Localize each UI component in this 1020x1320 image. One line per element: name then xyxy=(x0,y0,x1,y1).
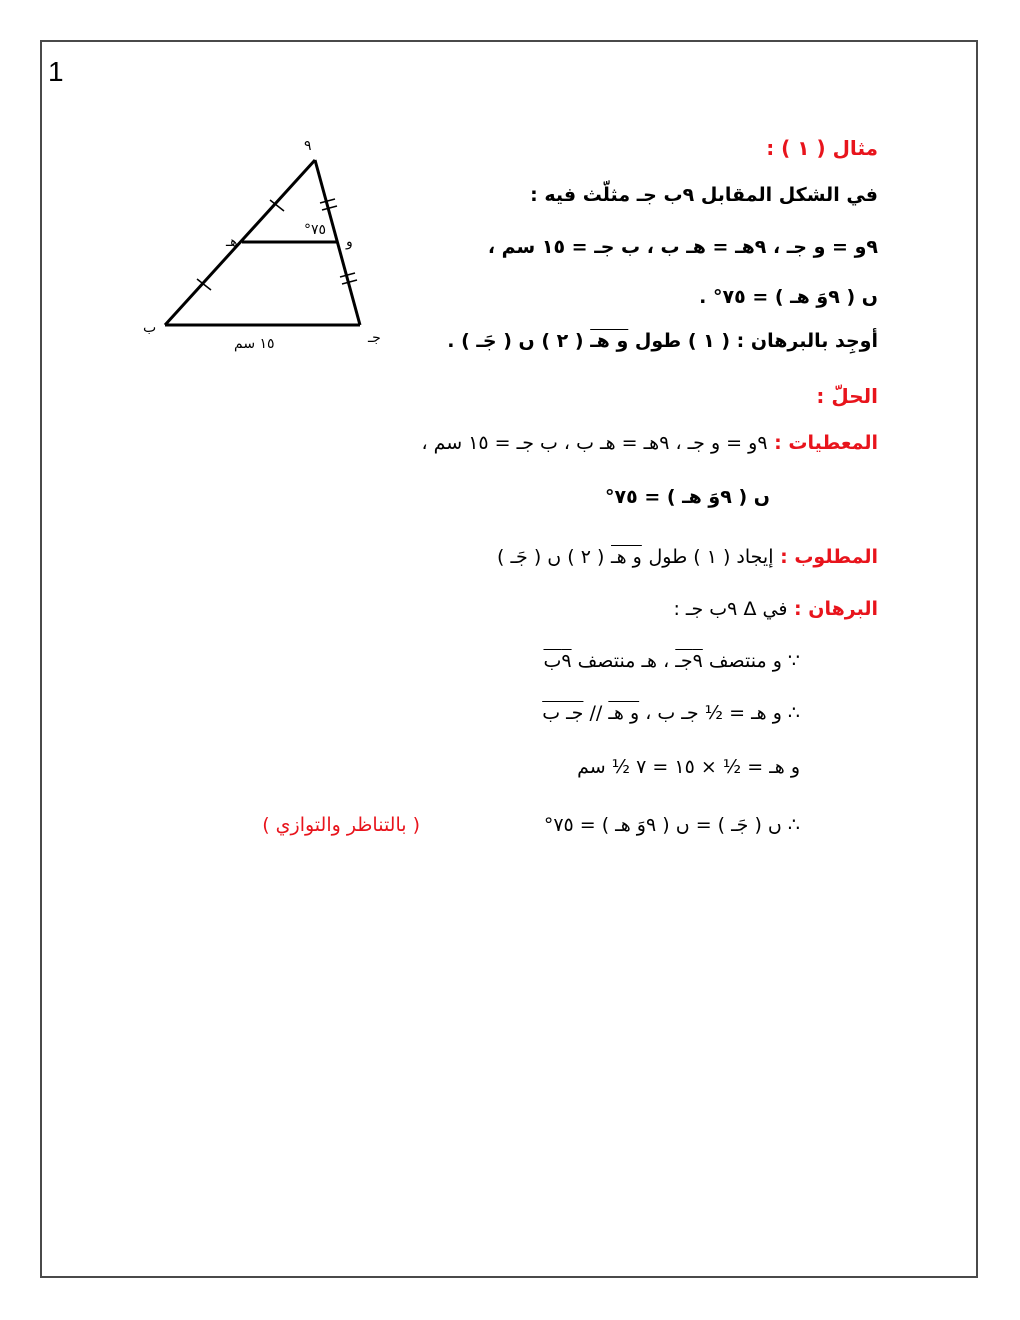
step2-parallel: // xyxy=(589,702,603,724)
problem-line-1: في الشكل المقابل ٩ب جـ مثلّث فيه : xyxy=(530,184,878,206)
step1-text-b: ، هـ منتصف xyxy=(577,650,670,672)
page-number: 1 xyxy=(48,56,64,87)
proof-label: البرهان : xyxy=(794,598,878,620)
example-title: مثال ( ١ ) : xyxy=(766,136,878,160)
point-w-label: و xyxy=(346,234,353,250)
problem-find-part1: ( ١ ) طول xyxy=(634,330,731,352)
angle-label: ٧٥° xyxy=(304,222,327,238)
required-label: المطلوب : xyxy=(780,546,878,568)
vertex-a-label: ٩ xyxy=(304,138,312,154)
step2-text-a: ∴ و هـ = ½ جـ ب ، xyxy=(645,702,800,724)
point-h-label: هـ xyxy=(226,234,238,250)
givens-line-2: ں ( ٩وَ هـ ) = ٧٥° xyxy=(605,486,770,508)
vertex-c-label: جـ xyxy=(368,330,381,346)
step1-segment-2: ٩ب xyxy=(543,650,572,672)
required-part2: ( ٢ ) ں ( جَـ ) xyxy=(497,546,605,568)
problem-find-label: أوجِد بالبرهان : xyxy=(736,330,878,352)
proof-step-1 xyxy=(543,650,800,672)
vertex-b-label: ب xyxy=(143,320,157,336)
solution-title: الحلّ : xyxy=(816,384,878,408)
required-segment: و هـ xyxy=(611,546,642,568)
problem-line-2: ٩و = و جـ ، ٩هـ = هـ ب ، ب جـ = ١٥ سم ، xyxy=(487,236,878,258)
proof-step-2 xyxy=(542,702,800,724)
problem-line-4 xyxy=(447,330,878,352)
required-part1: إيجاد ( ١ ) طول xyxy=(648,546,774,568)
givens-text-1: ٩و = و جـ ، ٩هـ = هـ ب ، ب جـ = ١٥ سم ، xyxy=(421,432,768,454)
step2-segment-2: جـ ب xyxy=(542,702,584,724)
proof-step-4: ∴ ں ( جَـ ) = ں ( ٩وَ هـ ) = ٧٥° xyxy=(543,814,800,836)
step2-segment-1: و هـ xyxy=(608,702,640,724)
required-line xyxy=(497,546,878,568)
proof-step-3: و هـ = ½ × ١٥ = ٧ ½ سم xyxy=(577,756,800,778)
problem-find-part2: ( ٢ ) ں ( جَـ ) . xyxy=(447,330,584,352)
problem-find-segment: و هـ xyxy=(590,330,629,352)
step1-text-a: ∵ و منتصف xyxy=(708,650,800,672)
problem-line-3: ں ( ٩وَ هـ ) = ٧٥° . xyxy=(699,286,878,308)
proof-intro: في Δ ٩ب جـ : xyxy=(673,598,788,620)
proof-intro-line xyxy=(673,598,878,620)
givens-line-1 xyxy=(421,432,878,454)
step1-segment-1: ٩جـ xyxy=(675,650,703,672)
proof-reason: ( بالتناظر والتوازي ) xyxy=(262,814,420,836)
triangle-figure xyxy=(140,135,400,365)
givens-label: المعطيات : xyxy=(774,432,878,454)
base-length-label: ١٥ سم xyxy=(234,336,275,352)
